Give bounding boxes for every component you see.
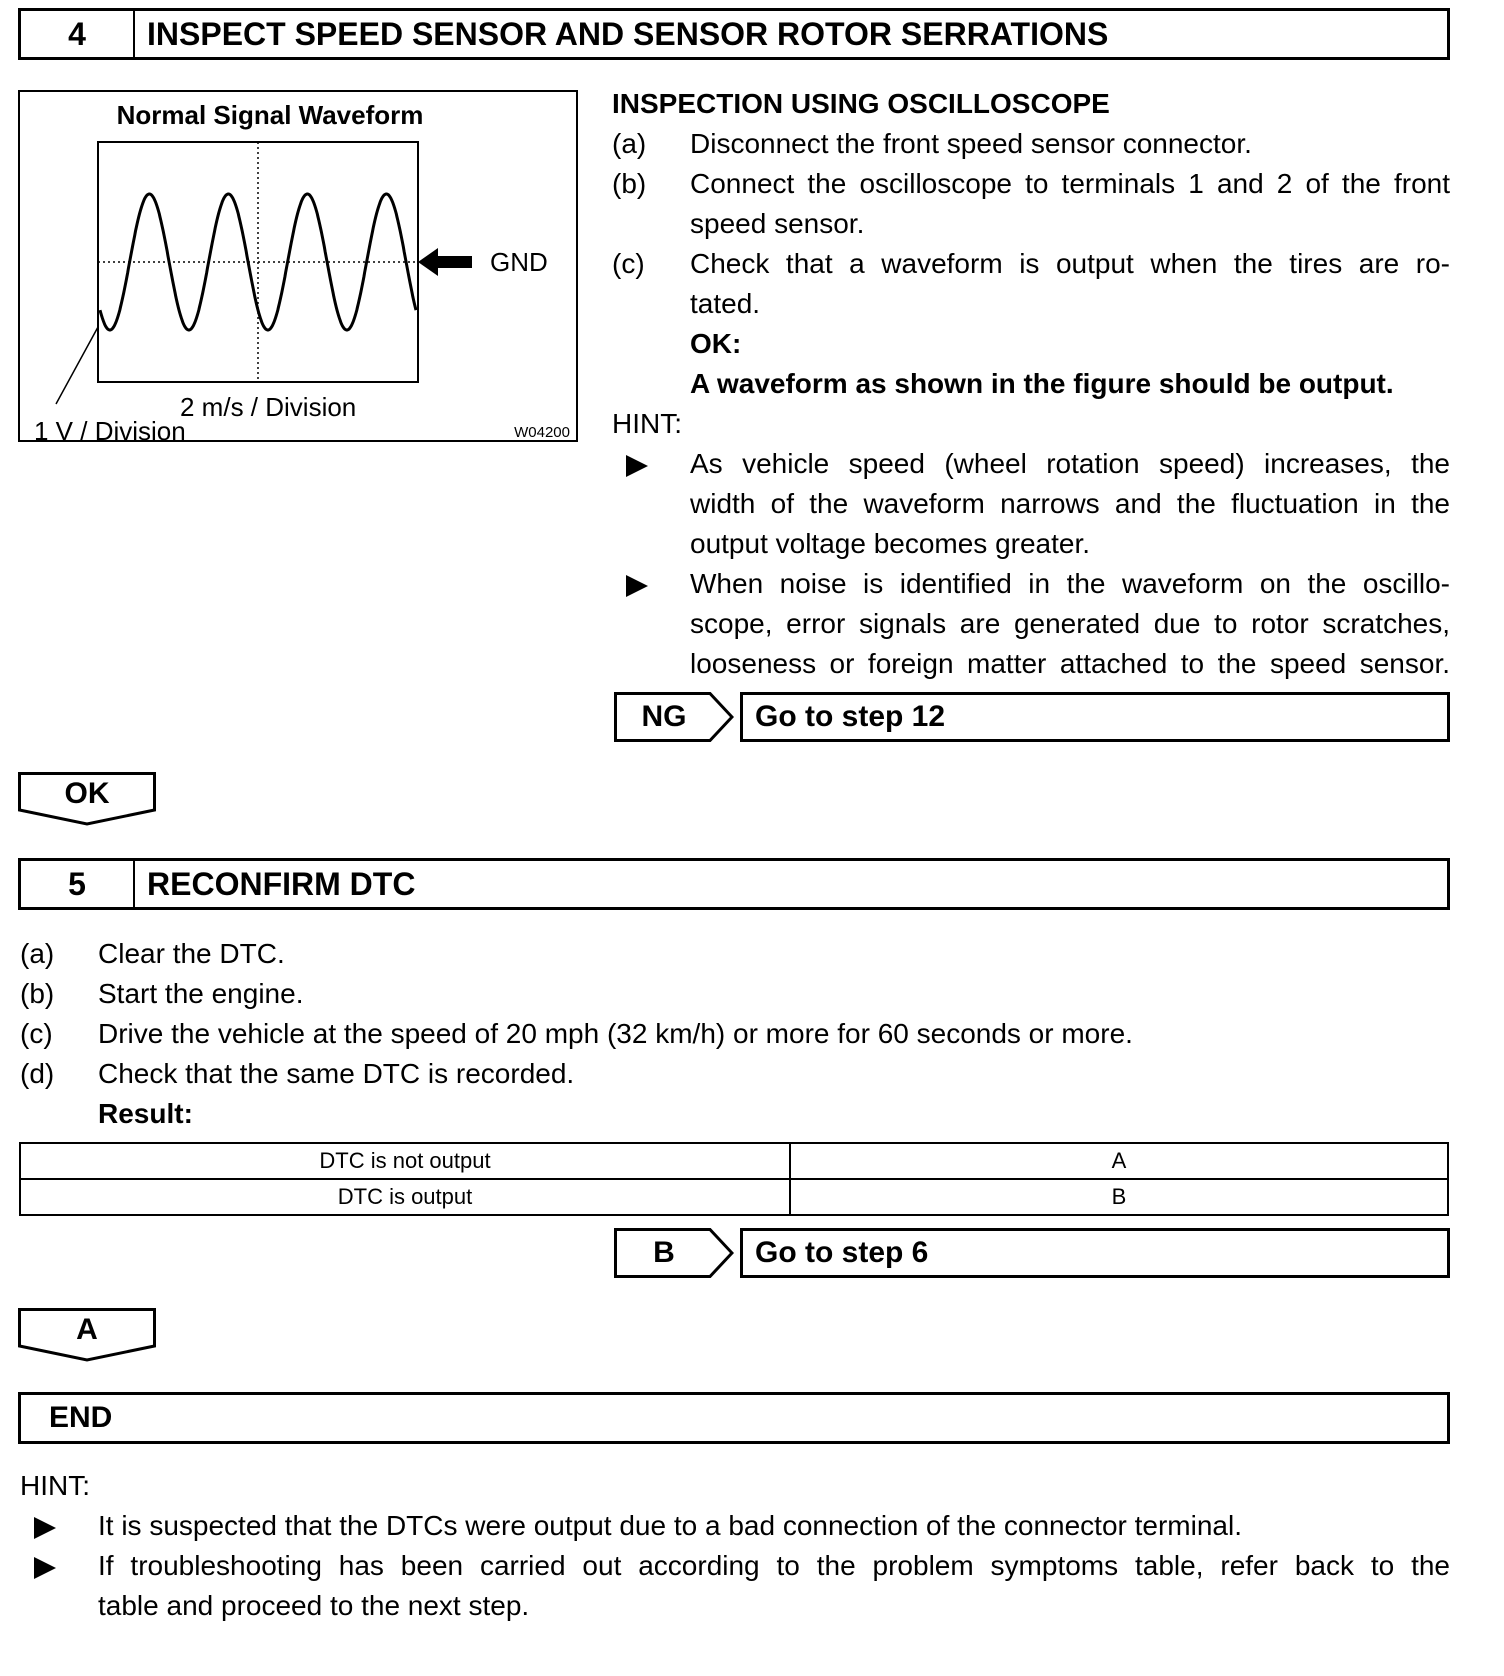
bullet-icon bbox=[626, 575, 648, 597]
step-number: 5 bbox=[21, 861, 135, 907]
item-marker-a: (a) bbox=[612, 128, 647, 159]
ok-label: OK: bbox=[690, 328, 742, 359]
item-marker-b: (b) bbox=[612, 168, 647, 199]
step5-item-a: Clear the DTC. bbox=[98, 938, 285, 969]
step-4-header bbox=[18, 8, 1450, 60]
step-5-header bbox=[18, 858, 1450, 910]
ok-criteria: A waveform as shown in the figure should be output. bbox=[690, 368, 1394, 399]
step5-marker-b: (b) bbox=[20, 978, 55, 1009]
step5-marker-c: (c) bbox=[20, 1018, 53, 1049]
end-box bbox=[18, 1392, 1450, 1444]
ok-arrow[interactable] bbox=[18, 772, 156, 826]
end-title: END bbox=[49, 1401, 113, 1434]
ng-label: NG bbox=[641, 700, 687, 733]
hint-1-line-2: width of the waveform narrows and the fluctuation in the bbox=[690, 488, 1450, 519]
ok-arrow-label: OK bbox=[64, 777, 110, 810]
table-row bbox=[20, 1179, 1448, 1215]
inspection-heading: INSPECTION USING OSCILLOSCOPE bbox=[612, 88, 1110, 119]
bullet-icon bbox=[34, 1517, 56, 1539]
item-c-line-1: Check that a waveform is output when the tires are ro- bbox=[690, 248, 1450, 279]
y-axis-label: 1 V / Division bbox=[34, 416, 186, 446]
step-title: RECONFIRM DTC bbox=[147, 865, 416, 902]
gnd-label: GND bbox=[490, 247, 548, 277]
hint-2-line-1: When noise is identified in the waveform on the oscillo- bbox=[690, 568, 1450, 599]
waveform-figure bbox=[18, 90, 578, 446]
hint-1-line-1: As vehicle speed (wheel rotation speed) increases, the bbox=[690, 448, 1450, 479]
figure-code: W04200 bbox=[514, 424, 570, 441]
item-a-line-1: Disconnect the front speed sensor connector. bbox=[690, 128, 1252, 159]
hint-label: HINT: bbox=[612, 408, 682, 439]
b-goto-box[interactable]: Go to step 6 bbox=[740, 1228, 1450, 1278]
hint-2-line-2: scope, error signals are generated due to rotor scratches, bbox=[690, 608, 1450, 639]
b-branch[interactable] bbox=[614, 1228, 734, 1278]
b-label: B bbox=[653, 1236, 675, 1269]
table-row bbox=[20, 1143, 1448, 1179]
bullet-icon bbox=[626, 455, 648, 477]
table-cell-condition: DTC is output bbox=[20, 1179, 790, 1215]
step5-item-b: Start the engine. bbox=[98, 978, 304, 1009]
step-number: 4 bbox=[21, 11, 135, 57]
table-cell-code: A bbox=[790, 1143, 1448, 1179]
step5-item-d: Check that the same DTC is recorded. bbox=[98, 1058, 575, 1089]
result-label: Result: bbox=[98, 1098, 193, 1129]
a-arrow-label: A bbox=[76, 1313, 98, 1346]
item-b-line-1: Connect the oscilloscope to terminals 1 and 2 of the front bbox=[690, 168, 1450, 199]
a-arrow[interactable] bbox=[18, 1308, 156, 1362]
ng-goto-box[interactable]: Go to step 12 bbox=[740, 692, 1450, 742]
result-table bbox=[19, 1142, 1449, 1216]
item-c-line-2: tated. bbox=[690, 288, 761, 319]
final-hint-label: HINT: bbox=[20, 1470, 90, 1501]
step-title: INSPECT SPEED SENSOR AND SENSOR ROTOR SERRATIONS bbox=[147, 15, 1109, 52]
step5-marker-d: (d) bbox=[20, 1058, 55, 1089]
ng-branch[interactable] bbox=[614, 692, 734, 742]
table-cell-code: B bbox=[790, 1179, 1448, 1215]
bullet-icon bbox=[34, 1557, 56, 1579]
table-cell-condition: DTC is not output bbox=[20, 1143, 790, 1179]
item-b-line-2: speed sensor. bbox=[690, 208, 865, 239]
step5-marker-a: (a) bbox=[20, 938, 55, 969]
hint-2-line-3: looseness or foreign matter attached to the speed sensor. bbox=[690, 648, 1450, 679]
hint-1-line-3: output voltage becomes greater. bbox=[690, 528, 1091, 559]
final-hint-1: It is suspected that the DTCs were output due to a bad connection of the connector terminal. bbox=[98, 1510, 1242, 1541]
final-hint-2-line-1: If troubleshooting has been carried out according to the problem symptoms table, refer back to the bbox=[98, 1550, 1450, 1581]
step5-item-c: Drive the vehicle at the speed of 20 mph (32 km/h) or more for 60 seconds or more. bbox=[98, 1018, 1133, 1049]
item-marker-c: (c) bbox=[612, 248, 645, 279]
final-hint-2-line-2: table and proceed to the next step. bbox=[98, 1590, 530, 1621]
figure-title: Normal Signal Waveform bbox=[116, 100, 424, 130]
x-axis-label: 2 m/s / Division bbox=[180, 392, 357, 422]
